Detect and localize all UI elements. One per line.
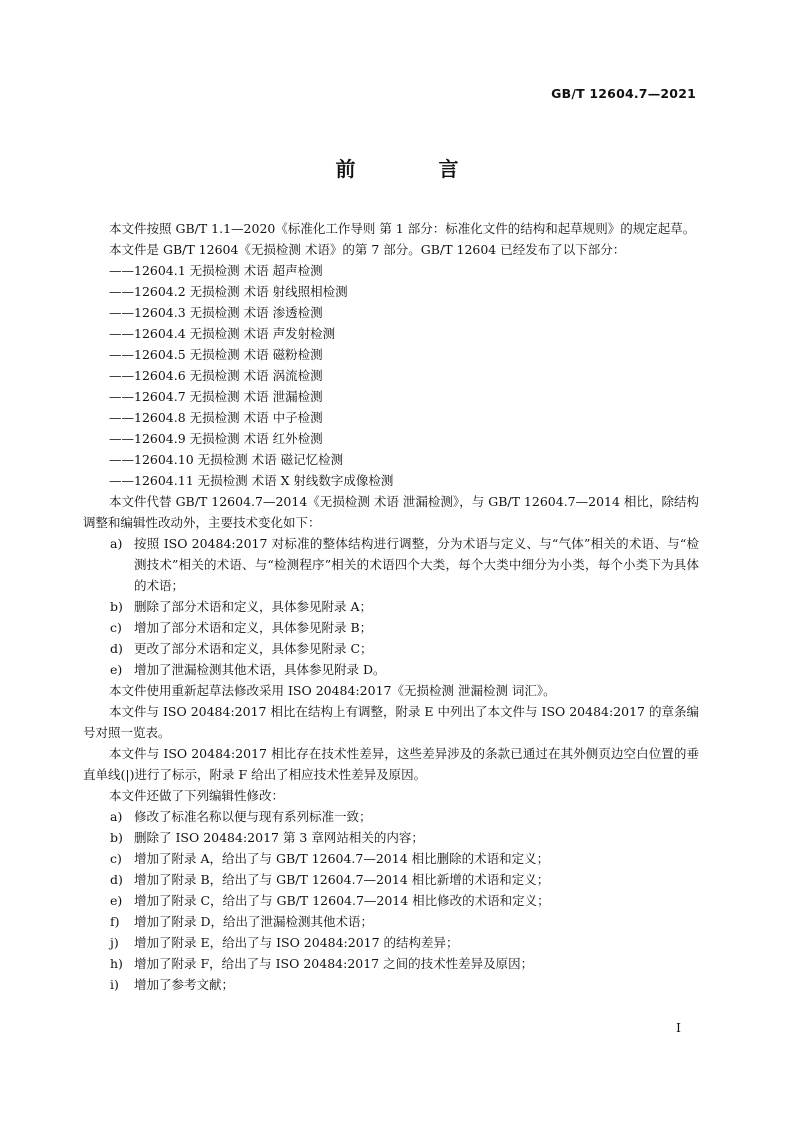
parts-list-item: ——12604.5 无损检测 术语 磁粉检测 (109, 347, 323, 362)
paragraph-editorial-intro: 本文件还做了下列编辑性修改： (109, 788, 285, 803)
edit-item (83, 848, 699, 869)
parts-list-item: ——12604.3 无损检测 术语 渗透检测 (109, 305, 323, 320)
parts-list-item: ——12604.8 无损检测 术语 中子检测 (109, 410, 323, 425)
parts-list-item: ——12604.10 无损检测 术语 磁记忆检测 (109, 452, 344, 467)
item-label: e) (110, 893, 123, 908)
item-text: 删除了 ISO 20484:2017 第 3 章网站相关的内容； (134, 830, 424, 845)
standard-number: GB/T 12604.7—2021 (551, 86, 696, 101)
parts-list-item: ——12604.9 无损检测 术语 红外检测 (109, 431, 323, 446)
item-label: a) (110, 809, 123, 824)
item-label: d) (110, 641, 123, 656)
item-text: 增加了附录 E，给出了与 ISO 20484:2017 的结构差异； (134, 935, 459, 950)
item-label: b) (110, 599, 123, 614)
parts-list-item: ——12604.1 无损检测 术语 超声检测 (109, 263, 323, 278)
change-item (83, 533, 699, 596)
paragraph-series-intro: 本文件是 GB/T 12604《无损检测 术语》的第 7 部分。GB/T 12604 已经发布了以下部分： (109, 242, 626, 257)
item-label: j) (110, 935, 119, 950)
foreword-body (83, 218, 699, 995)
edit-item (83, 911, 699, 932)
parts-list-item: ——12604.2 无损检测 术语 射线照相检测 (109, 284, 348, 299)
parts-list-item: ——12604.4 无损检测 术语 声发射检测 (109, 326, 336, 341)
item-label: a) (110, 536, 123, 551)
parts-list (83, 260, 699, 491)
edit-item (83, 827, 699, 848)
paragraph-replacement: 本文件代替 GB/T 12604.7—2014《无损检测 术语 泄漏检测》，与 GB/T 12604.7—2014 相比，除结构调整和编辑性改动外，主要技术变化如下： (83, 494, 699, 530)
item-text: 增加了附录 C，给出了与 GB/T 12604.7—2014 相比修改的术语和定义； (134, 893, 550, 908)
edit-item (83, 890, 699, 911)
edit-item (83, 953, 699, 974)
item-text: 修改了标准名称以便与现有系列标准一致； (134, 809, 372, 824)
item-label: d) (110, 872, 123, 887)
page-title: 前 言 (335, 157, 497, 181)
parts-list-item: ——12604.7 无损检测 术语 泄漏检测 (109, 389, 323, 404)
edit-item (83, 932, 699, 953)
item-text: 增加了附录 D，给出了泄漏检测其他术语； (134, 914, 373, 929)
item-text: 增加了参考文献； (134, 977, 235, 992)
paragraph-technical-differences: 本文件与 ISO 20484:2017 相比存在技术性差异，这些差异涉及的条款已通过在其外侧页边空白位置的垂直单线(|)进行了标示，附录 F 给出了相应技术性差异及原因。 (83, 746, 699, 782)
item-text: 删除了部分术语和定义，具体参见附录 A； (134, 599, 373, 614)
item-text: 增加了附录 B，给出了与 GB/T 12604.7—2014 相比新增的术语和定义； (134, 872, 550, 887)
item-text: 按照 ISO 20484:2017 对标准的整体结构进行调整，分为术语与定义、与“气体”相关的术语、与“检测技术”相关的术语、与“检测程序”相关的术语四个大类，每个大类中细分为小类，每个小类下为具体的术语； (134, 536, 699, 593)
paragraph-structure: 本文件与 ISO 20484:2017 相比在结构上有调整，附录 E 中列出了本文件与 ISO 20484:2017 的章条编号对照一览表。 (83, 704, 699, 740)
item-text: 增加了附录 F，给出了与 ISO 20484:2017 之间的技术性差异及原因； (134, 956, 534, 971)
page-number: I (676, 1020, 681, 1035)
item-text: 更改了部分术语和定义，具体参见附录 C； (134, 641, 373, 656)
edit-item (83, 974, 699, 995)
editorial-changes-list (83, 806, 699, 995)
edit-item (83, 869, 699, 890)
change-item (83, 617, 699, 638)
change-item (83, 659, 699, 680)
item-text: 增加了附录 A，给出了与 GB/T 12604.7—2014 相比删除的术语和定义； (134, 851, 550, 866)
parts-list-item: ——12604.11 无损检测 术语 X 射线数字成像检测 (109, 473, 394, 488)
item-label: c) (110, 851, 122, 866)
item-text: 增加了泄漏检测其他术语，具体参见附录 D。 (134, 662, 386, 677)
item-label: b) (110, 830, 123, 845)
item-label: h) (110, 956, 123, 971)
item-label: f) (110, 914, 120, 929)
item-text: 增加了部分术语和定义，具体参见附录 B； (134, 620, 373, 635)
item-label: i) (110, 977, 119, 992)
item-label: e) (110, 662, 123, 677)
parts-list-item: ——12604.6 无损检测 术语 涡流检测 (109, 368, 323, 383)
paragraph-adoption: 本文件使用重新起草法修改采用 ISO 20484:2017《无损检测 泄漏检测 词汇》。 (109, 683, 556, 698)
technical-changes-list (83, 533, 699, 680)
item-label: c) (110, 620, 122, 635)
change-item (83, 596, 699, 617)
edit-item (83, 806, 699, 827)
change-item (83, 638, 699, 659)
paragraph-drafting-rules: 本文件按照 GB/T 1.1—2020《标准化工作导则 第 1 部分：标准化文件的结构和起草规则》的规定起草。 (109, 221, 696, 236)
